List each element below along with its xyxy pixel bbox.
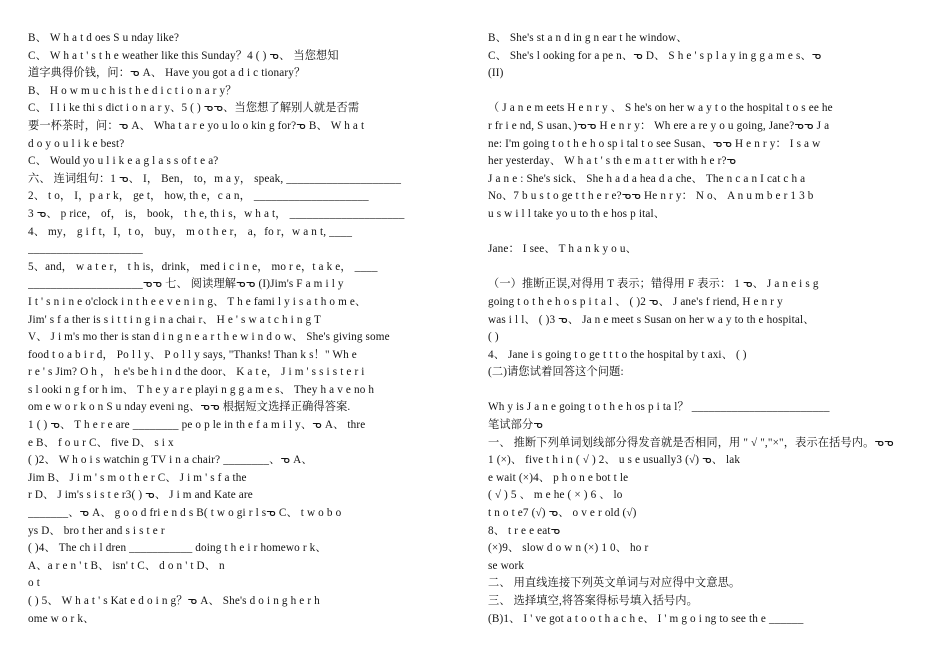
- text-line: C、 I l i ke thi s dict i o n a r y、5 ( ) ᓀᓀ、当您想了解别人就是否需: [28, 102, 360, 115]
- blank-line: [488, 382, 926, 400]
- text-line: food t o a b i r d， Po l l y、 P o l l y says, "Thanks! Than k s！" Wh e: [28, 348, 357, 361]
- text-line: （ J a n e m eets H e n r y 、 S he's on her w a y t o the hospital t o s ee he: [488, 102, 833, 115]
- text-line: 4、 my， g i f t，I，t o， buy， m o t h e r， a，fo r，w a n t, ____: [28, 225, 353, 238]
- text-line: ____________________: [28, 243, 143, 256]
- text-line: 1 ( ) ᓀ、 T h e r e are ________ pe o p le in th e f a m i l y、ᓀ A、 thre: [28, 419, 366, 432]
- text-line: ys D、 bro t her and s i s t e r: [28, 524, 165, 537]
- text-line: C、 W h a t ' s t h e weather like this Sunday？4 ( ) ᓀ、 当您想知: [28, 49, 339, 62]
- section-heading: (二)请您试着回答这个问题:: [488, 366, 624, 379]
- text-line: Wh y is J a n e going t o t h e h os p i ta l？ ________________________: [488, 401, 830, 414]
- text-line: e wait (×)4、 p h o n e bot t le: [488, 471, 629, 484]
- text-line: B、 H o w m u c h is t h e d i c t i o n a r y？: [28, 84, 237, 97]
- text-line: her yesterday、 W h a t ' s th e m a t t er with h e r?ᓀ: [488, 155, 737, 168]
- text-line: B、 W h a t d oes S u nday like?: [28, 32, 180, 44]
- text-line: r D、 J im's s i s t e r3( ) ᓀ、 J i m and Kate are: [28, 489, 253, 502]
- text-line: J a n e : She's sick、 She h a d a hea d a che、 The n c a n I cat c h a: [488, 172, 806, 185]
- text-line: 1 (×)、 five t h i n ( √ ) 2、 u s e usually3 (√) ᓀ、 lak: [488, 454, 741, 467]
- section-heading: 二、 用直线连接下列英文单词与对应得中文意思。: [488, 577, 741, 590]
- text-line: was i l l、 ( )3 ᓀ、 Ja n e meet s Susan on her w a y to th e hospital、: [488, 313, 815, 326]
- blank-line: [488, 224, 926, 242]
- text-line: 4、 Jane i s going t o ge t t t o the hospital by t axi、 ( ): [488, 348, 747, 361]
- text-line: s l ooki n g f or h im、 T h e y a r e playi n g g a m e s、 They h a v e no h: [28, 383, 375, 396]
- text-line: _______、ᓀ A、 g o o d fri e n d s B( t w o gi r l sᓀ C、 t w o b o: [28, 507, 342, 520]
- blank-line: [488, 83, 926, 101]
- text-line: ( )4、 The ch i l dren ___________ doing t h e i r homewo r k、: [28, 542, 327, 555]
- text-line: A、a r e n ' t B、 isn' t C、 d o n ' t D、 n: [28, 559, 225, 572]
- text-line: 5、and， w a t e r， t h is，drink， med i c i n e， mo r e，t a k e， ____: [28, 260, 378, 273]
- text-line: t n o t e7 (√) ᓀ、 o v e r old (√): [488, 507, 637, 520]
- text-line: om e w o r k o n S u nday eveni ng、ᓀᓀ 根据短文选择正确得答案.: [28, 401, 351, 414]
- text-line: Jane： I see、 T h a n k y o u、: [488, 243, 637, 256]
- text-line: I t ' s n i n e o'clock i n t h e e v e n i n g、 T h e fami l y i s a t h o m e、: [28, 295, 367, 308]
- text-line: B、 She's st a n d in g n ear t he window、: [488, 32, 688, 44]
- text-line: ne: I'm going t o t h e h o sp i tal t o see Susan、ᓀᓀ H e n r y： I s a w: [488, 137, 821, 150]
- text-line: V、 J i m's mo ther is stan d i n g n e a r t h e w i n d o w、 She's giving some: [28, 331, 390, 344]
- text-line: d o y o u l i k e best?: [28, 137, 125, 150]
- text-line: r fr i e nd, S usan、)ᓀᓀ H e n r y： Wh ere a re y o u going, Jane?ᓀᓀ J a: [488, 119, 830, 132]
- text-line: 要一杯茶时，问：ᓀ A、 Wha t a r e yo u lo o kin g for?ᓀ B、 W h a t: [28, 119, 365, 132]
- left-column: [28, 30, 466, 628]
- section-heading: (II): [488, 67, 504, 80]
- text-line: 道字典得价钱，问：ᓀ A、 Have you got a d i c tionary？: [28, 67, 306, 80]
- section-heading: 六、 连词组句：1 ᓀ、 I， Ben， to，m a y， speak, ____________________: [28, 172, 402, 185]
- text-line: ( √ ) 5 、 m e he ( × ) 6 、 lo: [488, 489, 623, 502]
- text-line: o t: [28, 577, 40, 590]
- text-line: 2、 t o， I，p a r k， ge t， how, th e，c a n， ____________________: [28, 190, 369, 203]
- text-line: 3 ᓀ、 p rice， of， is， book， t h e, th i s，w h a t， ____________________: [28, 207, 405, 220]
- text-line: Jim' s f a ther is s i t t i n g i n a chai r、 H e ' s w a t c h i n g T: [28, 313, 322, 326]
- right-column: [488, 30, 926, 628]
- text-line: se work: [488, 559, 525, 572]
- text-line: going t o t h e h o s p i t a l 、 ( )2 ᓀ、 J ane's f riend, H e n r y: [488, 295, 783, 308]
- text-line: No、7 b u s t o ge t t h e r e?ᓀᓀ He n r y： N o、 A n u m b e r 1 3 b: [488, 190, 814, 203]
- text-line: ( )2、 W h o i s watchin g TV i n a chair? ________、ᓀ A、: [28, 454, 313, 467]
- text-line: C、 She's l ooking for a pe n、ᓀ D、 S h e ' s p l a y in g g a m e s、ᓀ: [488, 49, 822, 62]
- section-heading: 三、 选择填空,将答案得标号填入括号内。: [488, 595, 698, 607]
- section-heading: 笔试部分ᓀ: [488, 419, 544, 432]
- text-line: ome w o r k、: [28, 612, 95, 625]
- text-line: Jim B、 J i m ' s m o t h e r C、 J i m ' s f a the: [28, 471, 247, 484]
- text-line: C、 Would yo u l i k e a g l a s s of t e a?: [28, 155, 219, 168]
- section-heading: ____________________ᓀᓀ 七、 阅读理解ᓀᓀ (I)Jim's F a m i l y: [28, 278, 344, 291]
- text-line: r e ' s Jim? O h ， h e's be h i n d the door、 K a t e， J i m ' s s i s t e r i: [28, 366, 365, 379]
- text-line: ( ): [488, 331, 499, 344]
- text-line: ( ) 5、 W h a t ' s Kat e d o i n g？ᓀ A、 She's d o i n g h e r h: [28, 595, 320, 607]
- blank-line: [488, 259, 926, 277]
- text-line: u s w i l l take yo u to th e hos p ital、: [488, 207, 666, 220]
- text-line: （一）推断正误,对得用 T 表示；错得用 F 表示： 1 ᓀ、 J a n e i s g: [488, 278, 819, 291]
- text-line: 8、 t r e e eatᓀ: [488, 524, 561, 537]
- text-line: (×)9、 slow d o w n (×) 1 0、 ho r: [488, 542, 649, 555]
- text-line: (B)1、 I ' ve got a t o o t h a c h e、 I ' m g o i ng to see th e ______: [488, 612, 804, 625]
- text-line: e B、 f o u r C、 five D、 s i x: [28, 436, 174, 449]
- section-heading: 一、 推断下列单词划线部分得发音就是否相同，用 " √ ","×"，表示在括号内。ᓀᓀ: [488, 436, 894, 449]
